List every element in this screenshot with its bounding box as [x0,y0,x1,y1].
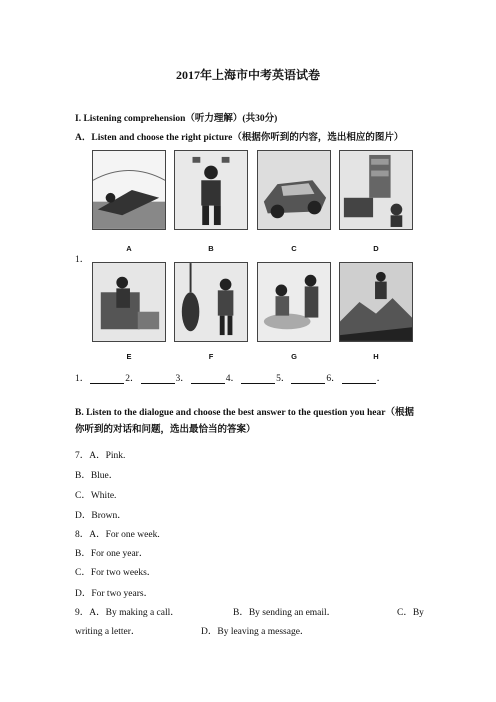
picture-c [257,150,331,230]
q9-option-d: D．By leaving a message． [201,627,310,637]
picture-label-h: H [373,352,379,361]
picture-label-e: E [126,352,132,361]
q8-option-a: 8．A．For one week. [75,530,160,540]
q7-option-b: B．Blue． [75,471,119,481]
section-heading: I. Listening comprehension（听力理解）(共30分) [75,114,278,124]
picture-b [174,150,248,230]
picture-label-b: B [208,244,214,253]
q8-option-d: D．For two years． [75,589,154,599]
picture-label-f: F [208,352,214,361]
picture-label-g: G [291,352,297,361]
picture-d [339,150,413,230]
q9-option-c: C．By [397,608,424,618]
answer-label-2: 2． [125,374,140,384]
picture-label-a: A [126,244,132,253]
answer-blank-5[interactable] [291,374,325,384]
picture-f [174,262,248,342]
answer-label-6: 6． [326,374,341,384]
q9-option-b: B．By sending an email． [233,608,337,618]
part-a-instruction: A．Listen and choose the right picture（根据你听到的内容，选出相应的图片） [75,133,404,143]
answer-label-4: 4． [225,374,241,384]
q7-option-d: D．Brown． [75,511,127,521]
q9-option-a: 9．A．By making a call． [75,608,180,618]
answer-blank-6[interactable] [342,374,376,384]
picture-h [339,262,413,342]
answer-label-end: ． [376,374,387,384]
q7-option-a: 7．A．Pink. [75,451,126,461]
q9-option-c-cont: writing a letter． [75,627,141,637]
picture-e [92,262,166,342]
answer-blank-3[interactable] [191,374,225,384]
question-1-label: 1． [75,255,90,265]
page-title: 2017年上海市中考英语试卷 [175,68,320,82]
q8-option-b: B．For one year． [75,549,149,559]
answer-blank-2[interactable] [141,374,175,384]
answer-label-3: 3． [175,374,190,384]
picture-label-c: C [291,244,297,253]
answer-blank-1[interactable] [90,374,124,384]
q8-option-c: C．For two weeks． [75,568,157,578]
q7-option-c: C．White. [75,491,117,501]
picture-g [257,262,331,342]
picture-label-d: D [373,244,379,253]
answer-label-5: 5． [276,374,291,384]
answer-line [75,370,386,384]
part-b-instruction: B. Listen to the dialogue and choose the best answer to the question you hear（根据你听到的对话和问题，选出最恰当的答案） [75,408,414,435]
picture-a [92,150,166,230]
answer-label-1: 1． [75,374,90,384]
answer-blank-4[interactable] [241,374,275,384]
